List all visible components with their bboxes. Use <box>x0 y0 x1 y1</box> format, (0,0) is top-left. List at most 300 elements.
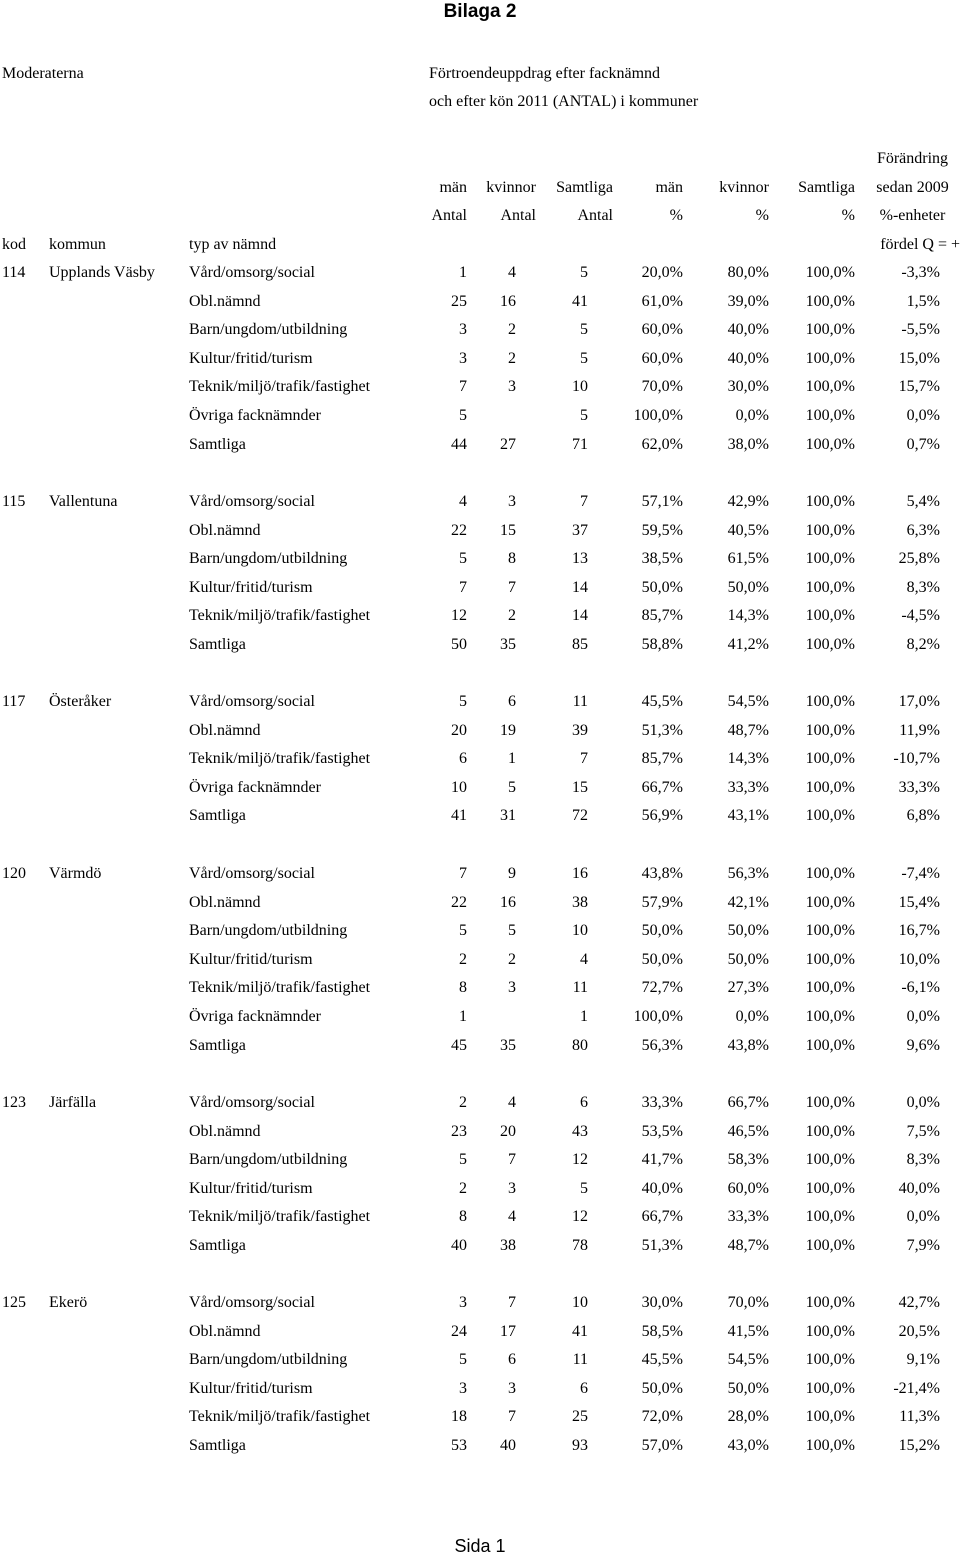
cell-samtliga-pct: 100,0% <box>805 693 855 710</box>
cell-kvinnor-pct: 60,0% <box>727 1180 769 1197</box>
cell-samtliga-count: 11 <box>572 979 588 996</box>
cell-man-pct: 45,5% <box>641 1351 683 1368</box>
cell-samtliga-pct: 100,0% <box>805 1094 855 1111</box>
header-change-note: fördel Q = + <box>880 236 960 253</box>
cell-nämnd-type: Samtliga <box>189 1037 246 1054</box>
page-footer: Sida 1 <box>454 1536 506 1556</box>
cell-man-count: 24 <box>451 1323 467 1340</box>
cell-nämnd-type: Samtliga <box>189 436 246 453</box>
cell-samtliga-pct: 100,0% <box>805 493 855 510</box>
cell-nämnd-type: Obl.nämnd <box>189 293 261 310</box>
cell-kvinnor-count: 7 <box>508 579 516 596</box>
cell-samtliga-pct: 100,0% <box>805 264 855 281</box>
cell-man-pct: 38,5% <box>641 550 683 567</box>
cell-samtliga-count: 43 <box>572 1123 588 1140</box>
cell-samtliga-pct: 100,0% <box>805 1180 855 1197</box>
cell-change: 8,3% <box>906 579 940 596</box>
cell-change: -5,5% <box>901 321 940 338</box>
cell-change: -3,3% <box>901 264 940 281</box>
cell-kvinnor-count: 5 <box>508 922 516 939</box>
cell-nämnd-type: Kultur/fritid/turism <box>189 1380 313 1397</box>
cell-kvinnor-pct: 41,5% <box>727 1323 769 1340</box>
cell-kvinnor-count: 20 <box>500 1123 516 1140</box>
cell-kvinnor-count: 3 <box>508 1380 516 1397</box>
cell-nämnd-type: Obl.nämnd <box>189 522 261 539</box>
cell-nämnd-type: Kultur/fritid/turism <box>189 579 313 596</box>
cell-samtliga-count: 14 <box>572 607 588 624</box>
header-kommun: kommun <box>49 236 106 253</box>
cell-kvinnor-count: 27 <box>500 436 516 453</box>
cell-kvinnor-count: 4 <box>508 1094 516 1111</box>
cell-samtliga-pct: 100,0% <box>805 1151 855 1168</box>
cell-samtliga-pct: 100,0% <box>805 636 855 653</box>
cell-samtliga-pct: 100,0% <box>805 1408 855 1425</box>
cell-change: 0,0% <box>906 1094 940 1111</box>
header-kvinnor-unit: Antal <box>500 207 536 224</box>
cell-samtliga-count: 39 <box>572 722 588 739</box>
cell-samtliga-pct: 100,0% <box>805 894 855 911</box>
cell-change: -6,1% <box>901 979 940 996</box>
cell-kvinnor-count: 1 <box>508 750 516 767</box>
group-kod: 125 <box>2 1294 26 1311</box>
cell-samtliga-count: 7 <box>580 493 588 510</box>
cell-nämnd-type: Vård/omsorg/social <box>189 865 315 882</box>
cell-change: -21,4% <box>893 1380 940 1397</box>
cell-samtliga-count: 11 <box>572 693 588 710</box>
cell-kvinnor-count: 38 <box>500 1237 516 1254</box>
group-kod: 117 <box>2 693 26 710</box>
cell-samtliga-count: 16 <box>572 865 588 882</box>
cell-nämnd-type: Teknik/miljö/trafik/fastighet <box>189 979 371 996</box>
cell-samtliga-count: 38 <box>572 894 588 911</box>
cell-man-pct: 85,7% <box>641 750 683 767</box>
cell-nämnd-type: Vård/omsorg/social <box>189 1294 315 1311</box>
cell-kvinnor-pct: 58,3% <box>727 1151 769 1168</box>
cell-kvinnor-pct: 50,0% <box>727 951 769 968</box>
cell-change: 9,6% <box>906 1037 940 1054</box>
cell-kvinnor-count: 40 <box>500 1437 516 1454</box>
cell-change: 1,5% <box>906 293 940 310</box>
cell-man-pct: 72,0% <box>641 1408 683 1425</box>
header-man-pct: män <box>655 179 683 196</box>
cell-kvinnor-count: 6 <box>508 1351 516 1368</box>
cell-kvinnor-pct: 40,0% <box>727 321 769 338</box>
header-samtliga-pct-unit: % <box>841 207 855 224</box>
header-samtliga-pct: Samtliga <box>798 179 855 196</box>
cell-change: 20,5% <box>898 1323 940 1340</box>
cell-man-pct: 66,7% <box>641 1208 683 1225</box>
cell-nämnd-type: Vård/omsorg/social <box>189 693 315 710</box>
cell-nämnd-type: Övriga facknämnder <box>189 407 321 424</box>
cell-kvinnor-count: 19 <box>500 722 516 739</box>
cell-kvinnor-pct: 33,3% <box>727 779 769 796</box>
cell-nämnd-type: Barn/ungdom/utbildning <box>189 1151 348 1168</box>
cell-nämnd-type: Teknik/miljö/trafik/fastighet <box>189 1208 371 1225</box>
cell-man-pct: 59,5% <box>641 522 683 539</box>
cell-nämnd-type: Vård/omsorg/social <box>189 264 315 281</box>
cell-man-pct: 51,3% <box>641 722 683 739</box>
cell-man-pct: 100,0% <box>633 1008 683 1025</box>
header-change-since: sedan 2009 <box>876 179 949 196</box>
cell-samtliga-pct: 100,0% <box>805 321 855 338</box>
cell-nämnd-type: Kultur/fritid/turism <box>189 951 313 968</box>
cell-nämnd-type: Samtliga <box>189 1437 246 1454</box>
cell-change: 8,2% <box>906 636 940 653</box>
cell-man-count: 5 <box>459 922 467 939</box>
cell-man-pct: 45,5% <box>641 693 683 710</box>
cell-man-pct: 40,0% <box>641 1180 683 1197</box>
cell-nämnd-type: Obl.nämnd <box>189 722 261 739</box>
cell-man-count: 3 <box>459 350 467 367</box>
group-kommun: Värmdö <box>49 865 102 882</box>
cell-samtliga-pct: 100,0% <box>805 1208 855 1225</box>
group-kod: 123 <box>2 1094 26 1111</box>
cell-man-pct: 43,8% <box>641 865 683 882</box>
page-title: Bilaga 2 <box>443 1 517 22</box>
cell-samtliga-pct: 100,0% <box>805 550 855 567</box>
cell-man-pct: 57,9% <box>641 894 683 911</box>
cell-nämnd-type: Teknik/miljö/trafik/fastighet <box>189 607 371 624</box>
cell-kvinnor-pct: 0,0% <box>735 1008 769 1025</box>
cell-kvinnor-count: 7 <box>508 1151 516 1168</box>
cell-change: 8,3% <box>906 1151 940 1168</box>
header-typ: typ av nämnd <box>189 236 277 253</box>
cell-change: 0,7% <box>906 436 940 453</box>
cell-man-pct: 50,0% <box>641 579 683 596</box>
cell-nämnd-type: Kultur/fritid/turism <box>189 1180 313 1197</box>
cell-samtliga-count: 85 <box>572 636 588 653</box>
cell-nämnd-type: Barn/ungdom/utbildning <box>189 922 348 939</box>
cell-nämnd-type: Övriga facknämnder <box>189 1008 321 1025</box>
cell-kvinnor-count: 2 <box>508 951 516 968</box>
cell-change: 0,0% <box>906 1208 940 1225</box>
cell-samtliga-count: 12 <box>572 1208 588 1225</box>
cell-samtliga-count: 37 <box>572 522 588 539</box>
cell-samtliga-count: 25 <box>572 1408 588 1425</box>
cell-kvinnor-pct: 54,5% <box>727 693 769 710</box>
cell-kvinnor-count: 16 <box>500 293 516 310</box>
header-change: Förändring <box>876 150 949 167</box>
cell-man-pct: 60,0% <box>641 350 683 367</box>
cell-nämnd-type: Obl.nämnd <box>189 894 261 911</box>
cell-nämnd-type: Samtliga <box>189 807 246 824</box>
cell-man-pct: 60,0% <box>641 321 683 338</box>
cell-man-count: 25 <box>451 293 467 310</box>
cell-samtliga-pct: 100,0% <box>805 779 855 796</box>
cell-kvinnor-pct: 42,9% <box>727 493 769 510</box>
party-label: Moderaterna <box>2 65 84 82</box>
cell-change: -4,5% <box>901 607 940 624</box>
cell-samtliga-pct: 100,0% <box>805 293 855 310</box>
cell-kvinnor-pct: 40,0% <box>727 350 769 367</box>
cell-man-pct: 50,0% <box>641 922 683 939</box>
cell-man-count: 2 <box>459 1094 467 1111</box>
cell-man-pct: 58,8% <box>641 636 683 653</box>
cell-change: 6,8% <box>906 807 940 824</box>
group-kod: 120 <box>2 865 26 882</box>
cell-change: 9,1% <box>906 1351 940 1368</box>
cell-samtliga-pct: 100,0% <box>805 1008 855 1025</box>
cell-man-pct: 61,0% <box>641 293 683 310</box>
cell-kvinnor-pct: 61,5% <box>727 550 769 567</box>
cell-change: 25,8% <box>898 550 940 567</box>
cell-man-pct: 70,0% <box>641 378 683 395</box>
cell-nämnd-type: Barn/ungdom/utbildning <box>189 321 348 338</box>
header-samtliga-antal: Samtliga <box>556 179 613 196</box>
group-kommun: Österåker <box>49 693 112 710</box>
cell-samtliga-count: 5 <box>580 350 588 367</box>
cell-samtliga-count: 5 <box>580 407 588 424</box>
cell-change: 40,0% <box>898 1180 940 1197</box>
cell-kvinnor-pct: 43,8% <box>727 1037 769 1054</box>
header-kvinnor-pct-unit: % <box>755 207 769 224</box>
cell-man-count: 23 <box>451 1123 467 1140</box>
cell-man-count: 8 <box>459 1208 467 1225</box>
cell-man-count: 7 <box>459 865 467 882</box>
cell-change: 15,4% <box>898 894 940 911</box>
cell-man-count: 3 <box>459 1294 467 1311</box>
cell-change: 7,9% <box>906 1237 940 1254</box>
cell-man-pct: 85,7% <box>641 607 683 624</box>
header-man-antal: män <box>439 179 467 196</box>
cell-samtliga-count: 93 <box>572 1437 588 1454</box>
cell-samtliga-pct: 100,0% <box>805 1294 855 1311</box>
cell-man-count: 2 <box>459 1180 467 1197</box>
cell-man-count: 50 <box>451 636 467 653</box>
cell-man-pct: 62,0% <box>641 436 683 453</box>
cell-kvinnor-pct: 70,0% <box>727 1294 769 1311</box>
cell-samtliga-pct: 100,0% <box>805 750 855 767</box>
cell-man-count: 10 <box>451 779 467 796</box>
cell-kvinnor-pct: 43,0% <box>727 1437 769 1454</box>
cell-man-count: 41 <box>451 807 467 824</box>
cell-samtliga-pct: 100,0% <box>805 607 855 624</box>
cell-kvinnor-pct: 42,1% <box>727 894 769 911</box>
cell-change: -10,7% <box>893 750 940 767</box>
cell-man-count: 3 <box>459 321 467 338</box>
cell-samtliga-count: 6 <box>580 1380 588 1397</box>
cell-samtliga-count: 6 <box>580 1094 588 1111</box>
cell-samtliga-pct: 100,0% <box>805 350 855 367</box>
cell-samtliga-pct: 100,0% <box>805 436 855 453</box>
cell-samtliga-count: 14 <box>572 579 588 596</box>
cell-man-count: 12 <box>451 607 467 624</box>
cell-kvinnor-pct: 54,5% <box>727 1351 769 1368</box>
cell-man-pct: 56,9% <box>641 807 683 824</box>
cell-man-pct: 58,5% <box>641 1323 683 1340</box>
cell-samtliga-pct: 100,0% <box>805 1237 855 1254</box>
cell-samtliga-count: 10 <box>572 378 588 395</box>
cell-man-count: 5 <box>459 1351 467 1368</box>
cell-man-count: 5 <box>459 693 467 710</box>
cell-nämnd-type: Obl.nämnd <box>189 1123 261 1140</box>
cell-kvinnor-count: 3 <box>508 979 516 996</box>
cell-man-count: 6 <box>459 750 467 767</box>
cell-man-count: 22 <box>451 522 467 539</box>
cell-kvinnor-pct: 50,0% <box>727 579 769 596</box>
group-kod: 115 <box>2 493 26 510</box>
cell-samtliga-pct: 100,0% <box>805 1123 855 1140</box>
cell-man-pct: 33,3% <box>641 1094 683 1111</box>
cell-samtliga-pct: 100,0% <box>805 722 855 739</box>
group-kod: 114 <box>2 264 26 281</box>
group-kommun: Upplands Väsby <box>49 264 155 281</box>
cell-kvinnor-count: 2 <box>508 350 516 367</box>
cell-man-count: 45 <box>451 1037 467 1054</box>
cell-kvinnor-pct: 66,7% <box>727 1094 769 1111</box>
cell-kvinnor-pct: 48,7% <box>727 722 769 739</box>
cell-man-pct: 20,0% <box>641 264 683 281</box>
cell-samtliga-pct: 100,0% <box>805 1351 855 1368</box>
cell-change: 16,7% <box>898 922 940 939</box>
cell-man-count: 18 <box>451 1408 467 1425</box>
cell-change: 11,9% <box>899 722 940 739</box>
cell-kvinnor-pct: 14,3% <box>727 750 769 767</box>
subtitle-line-2: och efter kön 2011 (ANTAL) i kommuner <box>429 93 699 110</box>
cell-man-count: 22 <box>451 894 467 911</box>
cell-kvinnor-count: 3 <box>508 378 516 395</box>
cell-man-pct: 41,7% <box>641 1151 683 1168</box>
cell-samtliga-count: 80 <box>572 1037 588 1054</box>
header-man-unit: Antal <box>431 207 467 224</box>
cell-man-pct: 50,0% <box>641 1380 683 1397</box>
cell-nämnd-type: Barn/ungdom/utbildning <box>189 1351 348 1368</box>
cell-kvinnor-count: 9 <box>508 865 516 882</box>
cell-nämnd-type: Teknik/miljö/trafik/fastighet <box>189 378 371 395</box>
cell-man-pct: 30,0% <box>641 1294 683 1311</box>
cell-change: 15,0% <box>898 350 940 367</box>
cell-kvinnor-count: 8 <box>508 550 516 567</box>
cell-kvinnor-pct: 39,0% <box>727 293 769 310</box>
cell-man-count: 5 <box>459 1151 467 1168</box>
header-kod: kod <box>2 236 26 253</box>
cell-samtliga-count: 72 <box>572 807 588 824</box>
cell-nämnd-type: Kultur/fritid/turism <box>189 350 313 367</box>
cell-man-count: 40 <box>451 1237 467 1254</box>
cell-man-count: 5 <box>459 407 467 424</box>
cell-man-count: 7 <box>459 579 467 596</box>
cell-samtliga-pct: 100,0% <box>805 407 855 424</box>
cell-samtliga-count: 12 <box>572 1151 588 1168</box>
group-kommun: Ekerö <box>49 1294 88 1311</box>
cell-kvinnor-pct: 0,0% <box>735 407 769 424</box>
subtitle-line-1: Förtroendeuppdrag efter facknämnd <box>429 65 661 82</box>
cell-kvinnor-count: 16 <box>500 894 516 911</box>
cell-samtliga-count: 10 <box>572 1294 588 1311</box>
cell-change: 0,0% <box>906 1008 940 1025</box>
cell-nämnd-type: Teknik/miljö/trafik/fastighet <box>189 750 371 767</box>
cell-kvinnor-pct: 28,0% <box>727 1408 769 1425</box>
cell-change: 15,2% <box>898 1437 940 1454</box>
cell-samtliga-count: 41 <box>572 1323 588 1340</box>
cell-kvinnor-pct: 40,5% <box>727 522 769 539</box>
cell-samtliga-pct: 100,0% <box>805 1437 855 1454</box>
header-samtliga-unit: Antal <box>577 207 613 224</box>
cell-kvinnor-pct: 27,3% <box>727 979 769 996</box>
cell-man-pct: 72,7% <box>641 979 683 996</box>
cell-man-count: 5 <box>459 550 467 567</box>
cell-nämnd-type: Samtliga <box>189 1237 246 1254</box>
cell-kvinnor-count: 31 <box>500 807 516 824</box>
header-change-unit: %-enheter <box>879 207 946 224</box>
cell-kvinnor-count: 6 <box>508 693 516 710</box>
cell-samtliga-pct: 100,0% <box>805 951 855 968</box>
cell-man-count: 1 <box>459 1008 467 1025</box>
cell-kvinnor-count: 3 <box>508 493 516 510</box>
cell-change: 0,0% <box>906 407 940 424</box>
cell-change: 33,3% <box>898 779 940 796</box>
group-kommun: Järfälla <box>49 1094 97 1111</box>
cell-samtliga-count: 15 <box>572 779 588 796</box>
cell-kvinnor-count: 15 <box>500 522 516 539</box>
cell-samtliga-count: 13 <box>572 550 588 567</box>
cell-change: 11,3% <box>899 1408 940 1425</box>
cell-man-pct: 53,5% <box>641 1123 683 1140</box>
cell-man-count: 20 <box>451 722 467 739</box>
cell-kvinnor-count: 3 <box>508 1180 516 1197</box>
header-kvinnor-pct: kvinnor <box>719 179 769 196</box>
cell-samtliga-pct: 100,0% <box>805 807 855 824</box>
cell-samtliga-count: 7 <box>580 750 588 767</box>
cell-kvinnor-pct: 14,3% <box>727 607 769 624</box>
cell-kvinnor-count <box>467 405 516 427</box>
header-kvinnor-antal: kvinnor <box>486 179 536 196</box>
cell-nämnd-type: Vård/omsorg/social <box>189 1094 315 1111</box>
cell-man-count: 7 <box>459 378 467 395</box>
cell-kvinnor-pct: 33,3% <box>727 1208 769 1225</box>
cell-man-count: 53 <box>451 1437 467 1454</box>
cell-change: -7,4% <box>901 865 940 882</box>
cell-man-count: 4 <box>459 493 467 510</box>
cell-kvinnor-pct: 38,0% <box>727 436 769 453</box>
cell-change: 17,0% <box>898 693 940 710</box>
cell-kvinnor-pct: 43,1% <box>727 807 769 824</box>
cell-kvinnor-count <box>467 1006 516 1028</box>
cell-kvinnor-pct: 50,0% <box>727 1380 769 1397</box>
cell-kvinnor-pct: 30,0% <box>727 378 769 395</box>
cell-samtliga-pct: 100,0% <box>805 522 855 539</box>
cell-man-count: 2 <box>459 951 467 968</box>
cell-samtliga-count: 1 <box>580 1008 588 1025</box>
cell-samtliga-count: 41 <box>572 293 588 310</box>
cell-samtliga-count: 78 <box>572 1237 588 1254</box>
cell-man-count: 8 <box>459 979 467 996</box>
cell-samtliga-count: 5 <box>580 264 588 281</box>
cell-samtliga-pct: 100,0% <box>805 1037 855 1054</box>
cell-nämnd-type: Teknik/miljö/trafik/fastighet <box>189 1408 371 1425</box>
cell-kvinnor-count: 4 <box>508 1208 516 1225</box>
cell-change: 7,5% <box>906 1123 940 1140</box>
cell-man-count: 3 <box>459 1380 467 1397</box>
cell-kvinnor-count: 35 <box>500 636 516 653</box>
cell-kvinnor-pct: 56,3% <box>727 865 769 882</box>
cell-nämnd-type: Övriga facknämnder <box>189 779 321 796</box>
cell-samtliga-count: 4 <box>580 951 588 968</box>
cell-samtliga-pct: 100,0% <box>805 979 855 996</box>
cell-samtliga-pct: 100,0% <box>805 922 855 939</box>
cell-samtliga-count: 5 <box>580 321 588 338</box>
cell-kvinnor-pct: 46,5% <box>727 1123 769 1140</box>
cell-kvinnor-count: 2 <box>508 321 516 338</box>
cell-nämnd-type: Obl.nämnd <box>189 1323 261 1340</box>
cell-change: 10,0% <box>898 951 940 968</box>
cell-man-pct: 66,7% <box>641 779 683 796</box>
cell-samtliga-count: 10 <box>572 922 588 939</box>
cell-nämnd-type: Vård/omsorg/social <box>189 493 315 510</box>
cell-samtliga-pct: 100,0% <box>805 1323 855 1340</box>
cell-samtliga-count: 71 <box>572 436 588 453</box>
cell-man-pct: 51,3% <box>641 1237 683 1254</box>
